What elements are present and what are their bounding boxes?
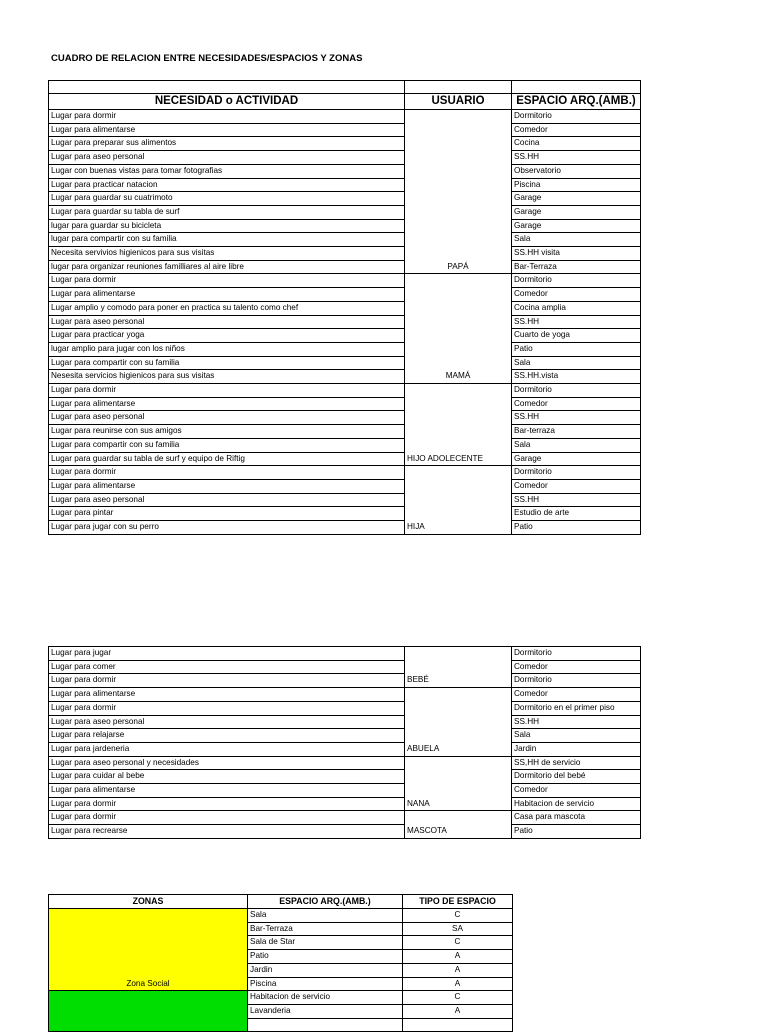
table-row: [49, 493, 641, 507]
space-cell: SS.HH.vista: [512, 370, 641, 384]
need-cell: Lugar para cuidar al bebe: [49, 770, 405, 784]
space-cell: Dormitorio: [512, 274, 641, 288]
need-cell: Lugar para aseo personal: [49, 315, 405, 329]
table-row: [49, 274, 641, 288]
need-cell: Lugar para practicar yoga: [49, 329, 405, 343]
table-row: [49, 811, 641, 825]
need-cell: Lugar para alimentarse: [49, 123, 405, 137]
table1-body: [49, 110, 641, 535]
table-row: [49, 756, 641, 770]
space-cell: Garage: [512, 205, 641, 219]
need-cell: Lugar para guardar su cuatrimoto: [49, 192, 405, 206]
user-cell: HIJA: [405, 466, 512, 535]
table-row: [49, 123, 641, 137]
table-row: [49, 438, 641, 452]
header-zone: ZONAS: [49, 895, 248, 909]
table-row: [49, 825, 641, 839]
zone-space-cell: [248, 1018, 403, 1032]
table-row: [49, 178, 641, 192]
space-cell: Comedor: [512, 660, 641, 674]
space-cell: Observatorio: [512, 164, 641, 178]
need-cell: Lugar para reunirse con sus amigos: [49, 425, 405, 439]
need-cell: Lugar para alimentarse: [49, 479, 405, 493]
need-cell: Lugar para aseo personal: [49, 715, 405, 729]
need-cell: Lugar para jardeneria: [49, 742, 405, 756]
zone-space-cell: Sala: [248, 909, 403, 923]
table-row: [49, 729, 641, 743]
user-cell: MAMÁ: [405, 274, 512, 384]
need-cell: Nesesita servicios higienicos para sus visitas: [49, 370, 405, 384]
space-cell: SS.HH visita: [512, 247, 641, 261]
need-cell: Lugar para dormir: [49, 674, 405, 688]
zone-cell: [49, 991, 248, 1032]
space-cell: Comedor: [512, 397, 641, 411]
table-row: [49, 701, 641, 715]
need-cell: Lugar con buenas vistas para tomar fotografias: [49, 164, 405, 178]
table-row: [49, 411, 641, 425]
space-type-cell: C: [403, 936, 513, 950]
need-cell: Lugar para dormir: [49, 274, 405, 288]
table-row: [49, 301, 641, 315]
space-cell: Patio: [512, 825, 641, 839]
needs-table-family: [48, 80, 641, 535]
table-row: [49, 233, 641, 247]
need-cell: lugar para guardar su bicicleta: [49, 219, 405, 233]
space-cell: Comedor: [512, 479, 641, 493]
need-cell: Lugar para dormir: [49, 811, 405, 825]
table-row: [49, 315, 641, 329]
user-cell: HIJO ADOLECENTE: [405, 384, 512, 466]
need-cell: Lugar para guardar su tabla de surf: [49, 205, 405, 219]
table-row: [49, 137, 641, 151]
table-row: [49, 192, 641, 206]
need-cell: Lugar para dormir: [49, 797, 405, 811]
zone-row: [49, 991, 513, 1005]
table2-body: [49, 647, 641, 839]
document-title: CUADRO DE RELACION ENTRE NECESIDADES/ESPACIOS Y ZONAS: [51, 53, 363, 64]
space-type-cell: A: [403, 977, 513, 991]
need-cell: Lugar para preparar sus alimentos: [49, 137, 405, 151]
zone-space-cell: Bar-Terraza: [248, 922, 403, 936]
space-cell: Patio: [512, 521, 641, 535]
table-row: [49, 219, 641, 233]
space-cell: Casa para mascota: [512, 811, 641, 825]
space-cell: Comedor: [512, 784, 641, 798]
table-row: [49, 164, 641, 178]
need-cell: Lugar para dormir: [49, 384, 405, 398]
need-cell: Lugar para aseo personal: [49, 411, 405, 425]
table-row: [49, 466, 641, 480]
need-cell: Lugar para comer: [49, 660, 405, 674]
table-row: [49, 742, 641, 756]
table-row: [49, 452, 641, 466]
table-row: [49, 247, 641, 261]
space-cell: Dormitorio: [512, 647, 641, 661]
space-type-cell: C: [403, 909, 513, 923]
space-cell: Sala: [512, 233, 641, 247]
space-type-cell: A: [403, 1004, 513, 1018]
header-need: NECESIDAD o ACTIVIDAD: [49, 94, 405, 110]
header-row: [49, 94, 641, 110]
table-row: [49, 110, 641, 124]
table-row: [49, 384, 641, 398]
space-type-cell: [403, 1018, 513, 1032]
user-cell: NANA: [405, 756, 512, 811]
space-cell: SS.HH: [512, 315, 641, 329]
user-cell: MASCOTA: [405, 811, 512, 838]
header-space-type: TIPO DE ESPACIO: [403, 895, 513, 909]
table-row: [49, 715, 641, 729]
need-cell: Lugar amplio y comodo para poner en practica su talento como chef: [49, 301, 405, 315]
zones-table: [48, 894, 513, 1032]
space-cell: Comedor: [512, 688, 641, 702]
need-cell: Lugar para relajarse: [49, 729, 405, 743]
need-cell: Lugar para dormir: [49, 110, 405, 124]
space-cell: Sala: [512, 438, 641, 452]
space-type-cell: C: [403, 991, 513, 1005]
table-row: [49, 660, 641, 674]
space-cell: Dormitorio en el primer piso: [512, 701, 641, 715]
table-row: [49, 205, 641, 219]
need-cell: Lugar para alimentarse: [49, 688, 405, 702]
space-cell: Dormitorio: [512, 466, 641, 480]
table-row: [49, 397, 641, 411]
table-row: [49, 521, 641, 535]
need-cell: lugar amplio para jugar con los niños: [49, 342, 405, 356]
space-cell: SS,HH de servicio: [512, 756, 641, 770]
space-cell: Jardin: [512, 742, 641, 756]
space-cell: Comedor: [512, 123, 641, 137]
space-cell: Bar-terraza: [512, 425, 641, 439]
need-cell: Lugar para practicar natacion: [49, 178, 405, 192]
space-cell: Garage: [512, 452, 641, 466]
table-row: [49, 342, 641, 356]
zone-space-cell: Patio: [248, 950, 403, 964]
table-row: [49, 507, 641, 521]
space-cell: SS.HH: [512, 411, 641, 425]
need-cell: Lugar para aseo personal: [49, 151, 405, 165]
need-cell: Lugar para guardar su tabla de surf y equipo de Riftig: [49, 452, 405, 466]
need-cell: Lugar para dormir: [49, 466, 405, 480]
table-row: [49, 770, 641, 784]
table-row: [49, 479, 641, 493]
table-row: [49, 425, 641, 439]
need-cell: Lugar para aseo personal: [49, 493, 405, 507]
space-cell: Cocina: [512, 137, 641, 151]
need-cell: Lugar para alimentarse: [49, 784, 405, 798]
need-cell: Lugar para jugar con su perro: [49, 521, 405, 535]
need-cell: Lugar para aseo personal y necesidades: [49, 756, 405, 770]
needs-table-others: [48, 646, 641, 839]
space-cell: Cuarto de yoga: [512, 329, 641, 343]
need-cell: lugar para compartir con su familia: [49, 233, 405, 247]
header-space: ESPACIO ARQ.(AMB.): [512, 94, 641, 110]
space-cell: Bar-Terraza: [512, 260, 641, 274]
space-cell: Sala: [512, 729, 641, 743]
zone-row: [49, 909, 513, 923]
blank-row: [49, 81, 641, 94]
space-cell: Garage: [512, 192, 641, 206]
table-row: [49, 797, 641, 811]
zone-cell: Zona Social: [49, 909, 248, 991]
space-cell: Dormitorio: [512, 674, 641, 688]
space-type-cell: A: [403, 950, 513, 964]
space-cell: Dormitorio: [512, 110, 641, 124]
table-row: [49, 260, 641, 274]
zone-space-cell: Habitacion de servicio: [248, 991, 403, 1005]
need-cell: Lugar para jugar: [49, 647, 405, 661]
zone-space-cell: Piscina: [248, 977, 403, 991]
space-cell: Comedor: [512, 288, 641, 302]
need-cell: Lugar para alimentarse: [49, 288, 405, 302]
user-cell: BEBÉ: [405, 647, 512, 688]
space-cell: Estudio de arte: [512, 507, 641, 521]
space-type-cell: A: [403, 963, 513, 977]
need-cell: Lugar para compartir con su familia: [49, 356, 405, 370]
need-cell: Necesita servivios higienicos para sus visitas: [49, 247, 405, 261]
space-cell: Dormitorio: [512, 384, 641, 398]
space-cell: Cocina amplia: [512, 301, 641, 315]
space-cell: Habitacion de servicio: [512, 797, 641, 811]
table-row: [49, 356, 641, 370]
space-cell: SS.HH: [512, 715, 641, 729]
table-row: [49, 674, 641, 688]
zone-space-cell: Sala de Star: [248, 936, 403, 950]
space-cell: Sala: [512, 356, 641, 370]
space-cell: Garage: [512, 219, 641, 233]
need-cell: lugar para organizar reuniones familliares al aire libre: [49, 260, 405, 274]
space-cell: Patio: [512, 342, 641, 356]
need-cell: Lugar para compartir con su familia: [49, 438, 405, 452]
header-user: USUARIO: [405, 94, 512, 110]
user-cell: ABUELA: [405, 688, 512, 757]
table3-body: [49, 909, 513, 1032]
user-cell: PAPÁ: [405, 110, 512, 274]
table-row: [49, 151, 641, 165]
need-cell: Lugar para dormir: [49, 701, 405, 715]
need-cell: Lugar para pintar: [49, 507, 405, 521]
space-cell: Piscina: [512, 178, 641, 192]
need-cell: Lugar para recrearse: [49, 825, 405, 839]
zones-header-row: [49, 895, 513, 909]
table-row: [49, 329, 641, 343]
table-row: [49, 688, 641, 702]
table-row: [49, 784, 641, 798]
zone-space-cell: Jardin: [248, 963, 403, 977]
header-zone-space: ESPACIO ARQ.(AMB.): [248, 895, 403, 909]
space-cell: SS.HH: [512, 493, 641, 507]
zone-space-cell: Lavanderia: [248, 1004, 403, 1018]
table-row: [49, 647, 641, 661]
space-cell: SS.HH: [512, 151, 641, 165]
table-row: [49, 370, 641, 384]
table-row: [49, 288, 641, 302]
need-cell: Lugar para alimentarse: [49, 397, 405, 411]
space-type-cell: SA: [403, 922, 513, 936]
space-cell: Dormitorio del bebé: [512, 770, 641, 784]
